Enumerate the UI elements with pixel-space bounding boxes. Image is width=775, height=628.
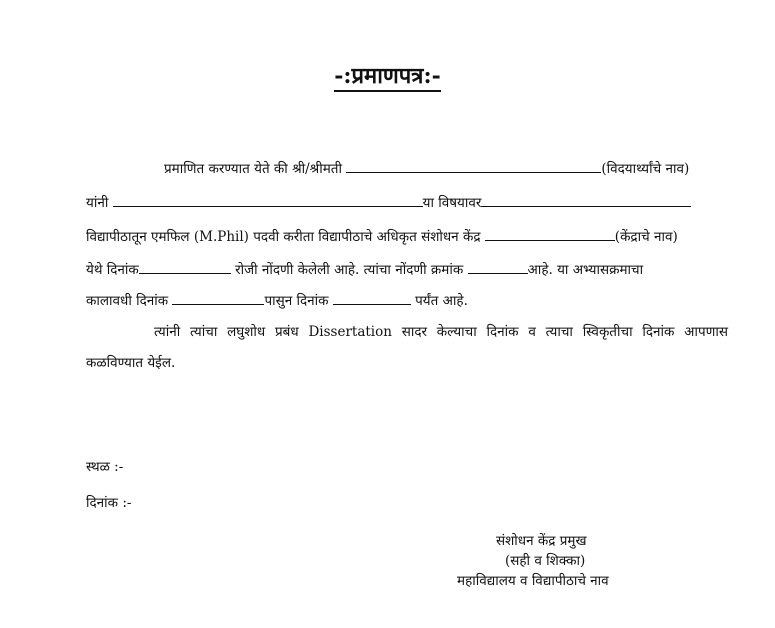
certificate-line-2: [86, 192, 728, 213]
certificate-line-4: [86, 259, 728, 280]
start-date-blank: [172, 290, 264, 305]
signature-seal-note: (सही व शिक्का): [505, 553, 586, 569]
certificate-line-7: [86, 353, 728, 373]
line4-middle: रोजी नोंदणी केलेली आहे. त्यांचा नोंदणी क्रमांक: [235, 262, 464, 278]
line7-text: कळविण्यात येईल.: [86, 355, 176, 371]
center-name-blank: [485, 226, 615, 241]
line4-suffix: आहे. या अभ्यासक्रमाचा: [527, 262, 644, 278]
signature-title: संशोधन केंद्र प्रमुख: [496, 533, 587, 549]
page-title: [0, 62, 775, 90]
topic-blank-1: [113, 192, 423, 207]
place-label: स्थळ :-: [86, 459, 124, 475]
end-date-blank: [333, 290, 411, 305]
student-name-blank: [346, 158, 601, 173]
line5-prefix: कालावधी दिनांक: [86, 293, 169, 309]
registration-number-blank: [468, 259, 528, 274]
topic-blank-2: [481, 192, 691, 207]
center-name-label: (केंद्राचे नाव): [614, 229, 678, 245]
date-label: दिनांक :-: [86, 495, 132, 511]
certificate-line-1: [86, 158, 728, 179]
line5-middle: पासुन दिनांक: [264, 293, 329, 309]
certificate-line-3: [86, 226, 728, 247]
certificate-line-5: [86, 290, 728, 311]
line5-suffix: पर्यंत आहे.: [415, 293, 468, 309]
registration-date-blank: [139, 259, 231, 274]
line4-prefix: येथे दिनांक: [86, 262, 139, 278]
line2-topic-label: या विषयावर: [422, 195, 482, 211]
certificate-line-6: [86, 322, 728, 342]
signature-institution: महाविद्यालय व विद्यापीठाचे नाव: [457, 573, 609, 589]
student-name-label: (विदयार्थ्यांचे नाव): [601, 161, 690, 177]
certificate-intro-text: प्रमाणित करण्यात येते की श्री/श्रीमती: [164, 161, 343, 177]
line2-prefix: यांनी: [86, 195, 109, 211]
page-title-text: -:प्रमाणपत्र:-: [334, 63, 440, 92]
line6-text: त्यांनी त्यांचा लघुशोध प्रबंध Dissertation सादर केल्याचा दिनांक व त्याचा स्विकृतीचा दिनांक आपणास: [154, 324, 728, 340]
line3-text: विद्यापीठातून एमफिल (M.Phil) पदवी करीता विद्यापीठाचे अधिकृत संशोधन केंद्र: [86, 229, 481, 245]
